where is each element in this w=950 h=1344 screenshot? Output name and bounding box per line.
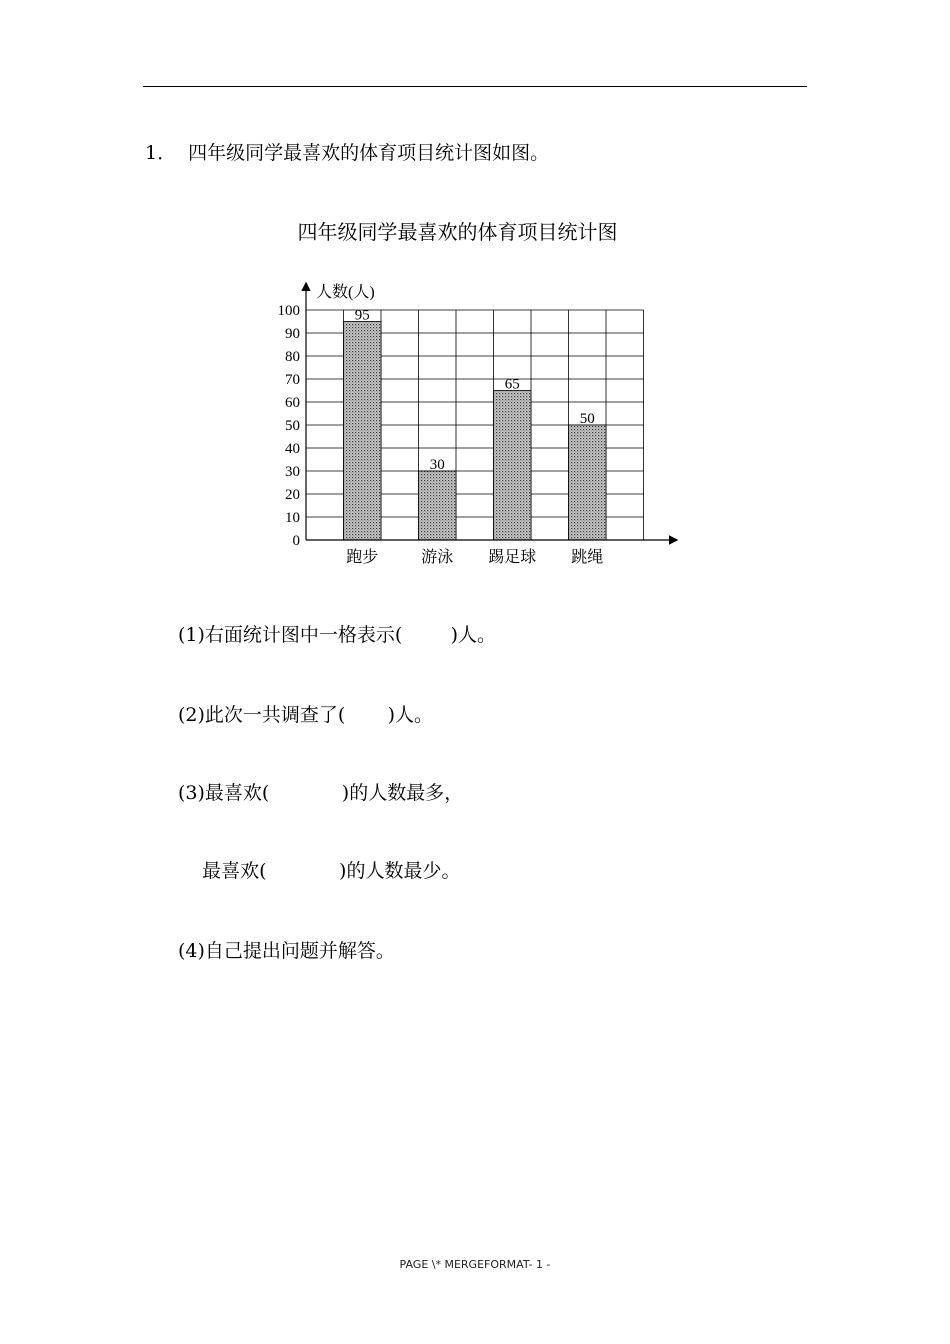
bar-chart bbox=[262, 276, 692, 576]
subquestion-3: (3)最喜欢( )的人数最多， bbox=[178, 782, 464, 804]
y-tick-label: 100 bbox=[277, 303, 300, 319]
question-1 bbox=[145, 138, 549, 165]
data-label: 50 bbox=[579, 411, 595, 427]
subquestion-2: (2)此次一共调查了( )人。 bbox=[178, 704, 434, 726]
subquestion-3-continued: 最喜欢( )的人数最少。 bbox=[178, 860, 461, 882]
y-tick-label: 0 bbox=[292, 533, 300, 549]
y-tick-label: 50 bbox=[285, 418, 300, 434]
y-tick-label: 90 bbox=[285, 326, 300, 342]
data-label: 65 bbox=[504, 376, 520, 393]
bar-踢足球 bbox=[494, 391, 532, 541]
chart-bars bbox=[344, 322, 607, 541]
bar-跑步 bbox=[344, 322, 382, 541]
page-footer: PAGE \* MERGEFORMAT- 1 - bbox=[399, 1258, 551, 1271]
bar-游泳 bbox=[419, 471, 457, 540]
x-tick-label: 跳绳 bbox=[571, 549, 604, 566]
question-number: 1． bbox=[145, 142, 177, 164]
bar-跳绳 bbox=[569, 425, 607, 540]
y-tick-label: 60 bbox=[285, 395, 300, 411]
data-label: 95 bbox=[354, 307, 370, 324]
question-text: 四年级同学最喜欢的体育项目统计图如图。 bbox=[188, 142, 550, 164]
y-tick-label: 70 bbox=[285, 372, 300, 388]
y-tick-label: 20 bbox=[285, 487, 300, 503]
y-tick-label: 30 bbox=[285, 464, 300, 480]
x-tick-label: 跑步 bbox=[346, 549, 379, 566]
data-label: 30 bbox=[429, 457, 445, 473]
y-tick-label: 80 bbox=[285, 349, 300, 365]
chart-title: 四年级同学最喜欢的体育项目统计图 bbox=[297, 220, 618, 244]
subquestion-4: (4)自己提出问题并解答。 bbox=[178, 940, 395, 962]
x-tick-label: 游泳 bbox=[421, 549, 454, 566]
y-tick-label: 10 bbox=[285, 510, 300, 526]
subquestion-1: (1)右面统计图中一格表示( )人。 bbox=[178, 624, 497, 646]
y-tick-label: 40 bbox=[285, 441, 300, 457]
x-tick-label: 踢足球 bbox=[488, 549, 537, 566]
y-axis-label: 人数(人) bbox=[316, 284, 375, 301]
header-rule bbox=[143, 86, 807, 87]
